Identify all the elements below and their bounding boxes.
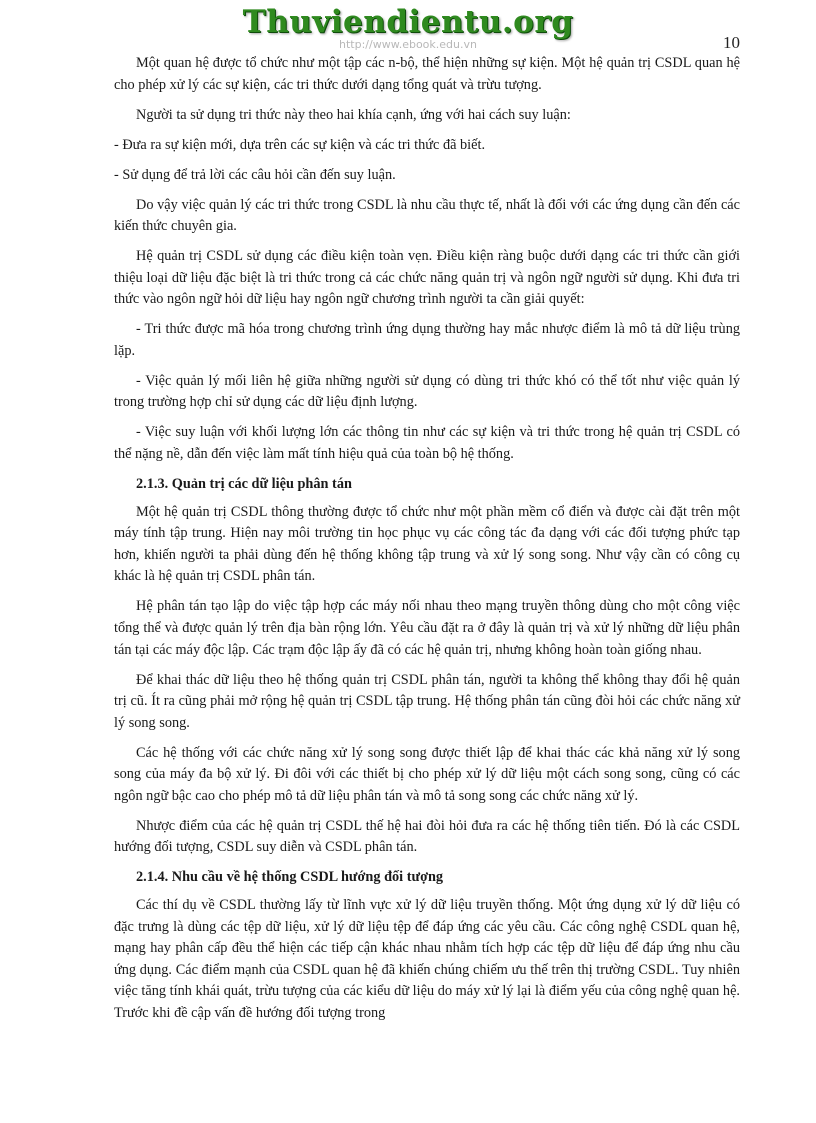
list-item: - Đưa ra sự kiện mới, dựa trên các sự kiện và các tri thức đã biết. <box>114 136 486 153</box>
site-logo: Thuviendientu.org <box>242 4 574 40</box>
paragraph: Các hệ thống với các chức năng xử lý song song được thiết lập để khai thác các khả năng xử lý song song của máy đa bộ xử lý. Đi đôi với các thiết bị cho phép xử lý dữ liệu một cách song song, cũng có các ngôn ngữ bậc cao cho phép mô tả dữ liệu phân tán và mô tả song song các chức năng xử lý. <box>114 744 740 804</box>
page-number: 10 <box>723 33 740 52</box>
paragraph: Để khai thác dữ liệu theo hệ thống quản trị CSDL phân tán, người ta không thể không thay đổi hệ quản trị cũ. Ít ra cũng phải mở rộng hệ quản trị CSDL tập trung. Hệ thống phân tán cũng đòi hỏi các chức năng xử lý song song. <box>114 671 740 731</box>
paragraph: Hệ phân tán tạo lập do việc tập hợp các máy nối nhau theo mạng truyền thông dùng cho một công việc tổng thể và được quản lý trên địa bàn rộng lớn. Yêu cầu đặt ra ở đây là quản trị và xử lý những dữ liệu phân tán tại các máy độc lập. Các trạm độc lập ấy đã có các hệ quản trị, nhưng không hoàn toàn giống nhau. <box>114 598 740 658</box>
paragraph: Nhược điểm của các hệ quản trị CSDL thế hệ hai đòi hỏi đưa ra các hệ thống tiên tiến. Đó là các CSDL hướng đối tượng, CSDL suy diễn và CSDL phân tán. <box>114 817 740 856</box>
section-heading-2-1-3: 2.1.3. Quản trị các dữ liệu phân tán <box>136 476 352 493</box>
list-item: - Việc suy luận với khối lượng lớn các thông tin như các sự kiện và tri thức trong hệ quản trị CSDL có thể nặng nề, dẫn đến việc làm mất tính hiệu quả của toàn bộ hệ thống. <box>114 424 740 463</box>
list-item: - Việc quản lý mối liên hệ giữa những người sử dụng có dùng tri thức khó có thể tốt như việc quản lý trong trường hợp chỉ sử dụng các dữ liệu định lượng. <box>114 372 740 411</box>
document-body <box>114 53 740 1033</box>
paragraph: Các thí dụ về CSDL thường lấy từ lĩnh vực xử lý dữ liệu truyền thống. Một ứng dụng xử lý dữ liệu có đặc trưng là dùng các tệp dữ liệu, xử lý dữ liệu tệp để đáp ứng các yêu cầu. Các công nghệ CSDL quan hệ, mạng hay phân cấp đều thể hiện các tiếp cận khác nhau nhằm tích hợp các tệp dữ liệu để đáp ứng nhu cầu ứng dụng. Các điểm mạnh của CSDL quan hệ đã khiến chúng chiếm ưu thế trên thị trường CSDL. Tuy nhiên việc tăng tính khái quát, trừu tượng của các kiểu dữ liệu do máy xử lý lại là điểm yếu của công nghệ quan hệ. Trước khi đề cập vấn đề hướng đối tượng trong <box>114 897 740 1022</box>
watermark-url: http://www.ebook.edu.vn <box>339 38 477 51</box>
list-item: - Tri thức được mã hóa trong chương trình ứng dụng thường hay mắc nhược điểm là mô tả dữ liệu trùng lặp. <box>114 321 740 359</box>
paragraph: Hệ quản trị CSDL sử dụng các điều kiện toàn vẹn. Điều kiện ràng buộc dưới dạng các tri thức cần giới thiệu loại dữ liệu đặc biệt là tri thức trong cả các chức năng quản trị và ngôn ngữ người sử dụng. Khi đưa tri thức vào ngôn ngữ hỏi dữ liệu hay ngôn ngữ chương trình người ta cần giải quyết: <box>114 248 740 308</box>
paragraph: Một quan hệ được tổ chức như một tập các n-bộ, thể hiện những sự kiện. Một hệ quản trị CSDL quan hệ cho phép xử lý các sự kiện, các tri thức dưới dạng tổng quát và trừu tượng. <box>114 55 740 93</box>
paragraph: Người ta sử dụng tri thức này theo hai khía cạnh, ứng với hai cách suy luận: <box>136 106 571 123</box>
section-heading-2-1-4: 2.1.4. Nhu cầu về hệ thống CSDL hướng đối tượng <box>136 869 444 886</box>
paragraph: Do vậy việc quản lý các tri thức trong CSDL là nhu cầu thực tế, nhất là đối với các ứng dụng cần đến các kiến thức chuyên gia. <box>114 196 740 235</box>
list-item: - Sử dụng để trả lời các câu hỏi cần đến suy luận. <box>114 166 396 183</box>
paragraph: Một hệ quản trị CSDL thông thường được tổ chức như một phần mềm cổ điển và được cài đặt trên một máy tính tập trung. Hiện nay môi trường tin học phục vụ các công tác đa dạng với các đối tượng phức tạp hơn, khiến người ta phải dùng đến hệ thống không tập trung và xử lý song song. Như vậy cần có công cụ khác là hệ quản trị CSDL phân tán. <box>114 503 740 585</box>
